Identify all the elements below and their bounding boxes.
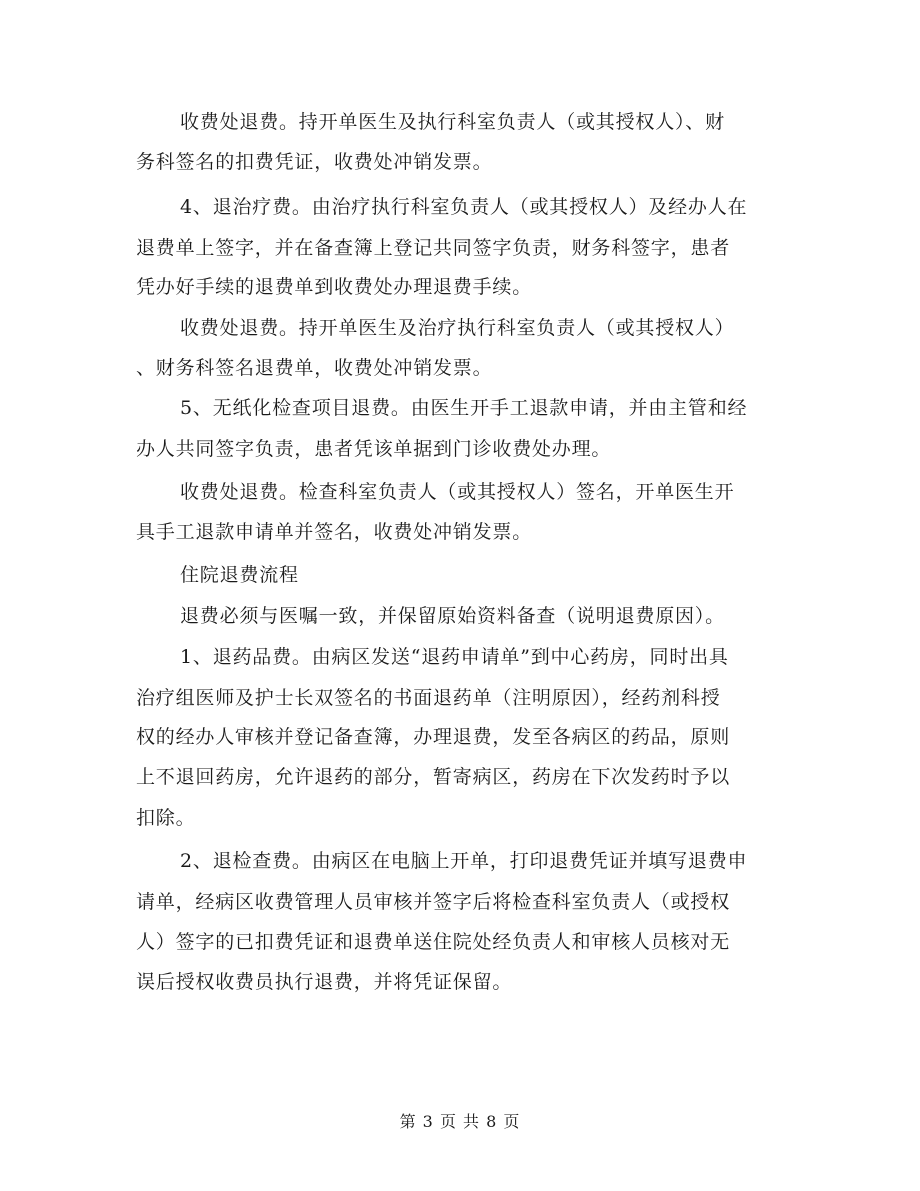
paragraph-line: 请单，经病区收费管理人员审核并签字后将检查科室负责人（或授权: [136, 891, 731, 913]
paragraph-line: 权的经办人审核并登记备查簿，办理退费，发至各病区的药品，原则: [136, 726, 731, 748]
paragraph-line: 收费处退费。持开单医生及执行科室负责人（或其授权人）、财: [180, 111, 725, 133]
paragraph-line: 凭办好手续的退费单到收费处办理退费手续。: [136, 276, 533, 298]
paragraph-line: 治疗组医师及护士长双签名的书面退药单（注明原因），经药剂科授: [136, 687, 721, 709]
paragraph-line: 具手工退款申请单并签名，收费处冲销发票。: [136, 521, 533, 543]
paragraph-line: 退费单上签字，并在备查簿上登记共同签字负责，财务科签字，患者: [136, 237, 731, 259]
paragraph-line: 收费处退费。检查科室负责人（或其授权人）签名，开单医生开: [180, 481, 735, 503]
paragraph-line: 1、退药品费。由病区发送“退药申请单”到中心药房，同时出具: [180, 646, 729, 668]
paragraph-line: 、财务科签名退费单，收费处冲销发票。: [136, 357, 493, 379]
paragraph-line: 5、无纸化检查项目退费。由医生开手工退款申请，并由主管和经: [180, 397, 748, 419]
section-heading: 住院退费流程: [180, 564, 299, 586]
paragraph-line: 误后授权收费员执行退费，并将凭证保留。: [136, 971, 513, 993]
paragraph-line: 4、退治疗费。由治疗执行科室负责人（或其授权人）及经办人在: [180, 196, 748, 218]
paragraph-line: 退费必须与医嘱一致，并保留原始资料备查（说明退费原因）。: [180, 605, 725, 627]
paragraph-line: 人）签字的已扣费凭证和退费单送住院处经负责人和审核人员核对无: [136, 931, 731, 953]
paragraph-line: 务科签名的扣费凭证，收费处冲销发票。: [136, 151, 493, 173]
paragraph-line: 2、退检查费。由病区在电脑上开单，打印退费凭证并填写退费申: [180, 850, 748, 872]
paragraph-line: 上不退回药房，允许退药的部分，暂寄病区，药房在下次发药时予以: [136, 766, 731, 788]
paragraph-line: 办人共同签字负责，患者凭该单据到门诊收费处办理。: [136, 438, 612, 460]
paragraph-line: 收费处退费。持开单医生及治疗执行科室负责人（或其授权人）: [180, 317, 735, 339]
page-number-footer: 第 3 页 共 8 页: [399, 1112, 521, 1131]
paragraph-line: 扣除。: [136, 807, 196, 829]
